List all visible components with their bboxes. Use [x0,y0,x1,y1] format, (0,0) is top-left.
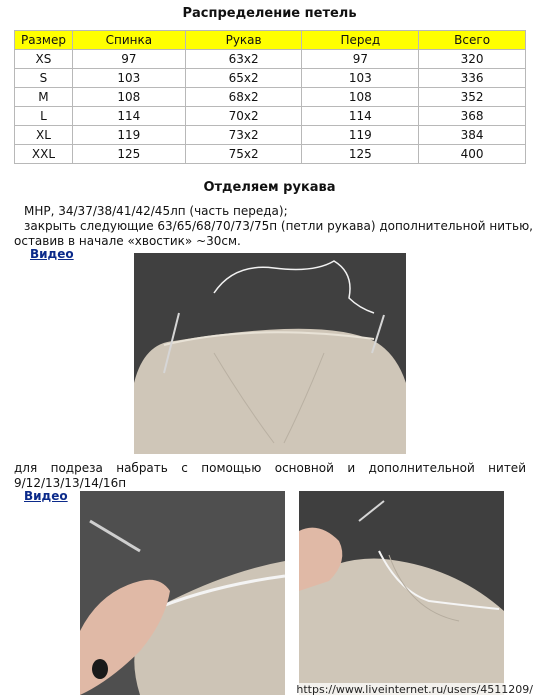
header-sleeve: Рукав [185,31,302,50]
instruction-line-3: оставив в начале «хвостик» ~30см. [14,234,241,248]
cell-sleeve: 63x2 [185,50,302,69]
table-header-row [15,31,526,50]
stitch-distribution-table [14,30,526,164]
table-row [15,126,526,145]
cell-total: 352 [419,88,526,107]
cell-back: 114 [72,107,185,126]
cell-total: 368 [419,107,526,126]
cell-size: L [15,107,73,126]
instruction-line-4: для подреза набрать с помощью основной и дополнительной нитей [14,461,526,475]
cell-sleeve: 65x2 [185,69,302,88]
cell-size: S [15,69,73,88]
cell-back: 125 [72,145,185,164]
cell-size: M [15,88,73,107]
cell-sleeve: 68x2 [185,88,302,107]
page-title: Распределение петель [182,6,357,21]
cell-size: XXL [15,145,73,164]
cell-front: 125 [302,145,419,164]
cell-total: 320 [419,50,526,69]
cell-front: 119 [302,126,419,145]
header-total: Всего [419,31,526,50]
cell-size: XS [15,50,73,69]
cell-front: 114 [302,107,419,126]
video-link-1[interactable]: Видео [30,247,74,261]
cell-back: 103 [72,69,185,88]
instruction-line-2: закрыть следующие 63/65/68/70/73/75п (петли рукава) дополнительной нитью, [24,219,533,233]
knitting-photo-3 [299,491,504,695]
instruction-line-5: 9/12/13/13/14/16п [14,476,127,490]
cell-front: 108 [302,88,419,107]
table-row [15,145,526,164]
cell-sleeve: 70x2 [185,107,302,126]
cell-back: 119 [72,126,185,145]
cell-total: 384 [419,126,526,145]
table-row [15,107,526,126]
cell-front: 97 [302,50,419,69]
cell-total: 336 [419,69,526,88]
cell-total: 400 [419,145,526,164]
cell-back: 108 [72,88,185,107]
table-row [15,69,526,88]
video-link-2[interactable]: Видео [24,489,68,503]
source-url: https://www.liveinternet.ru/users/4511209/ [296,683,533,696]
header-size: Размер [15,31,73,50]
cell-back: 97 [72,50,185,69]
cell-sleeve: 75x2 [185,145,302,164]
cell-front: 103 [302,69,419,88]
table-row [15,50,526,69]
section-title: Отделяем рукава [203,180,336,195]
instruction-line-1: МНР, 34/37/38/41/42/45лп (часть переда); [24,204,288,218]
knitting-photo-1 [134,253,406,454]
cell-size: XL [15,126,73,145]
knitting-photo-2 [80,491,285,695]
header-front: Перед [302,31,419,50]
header-back: Спинка [72,31,185,50]
table-row [15,88,526,107]
cell-sleeve: 73x2 [185,126,302,145]
